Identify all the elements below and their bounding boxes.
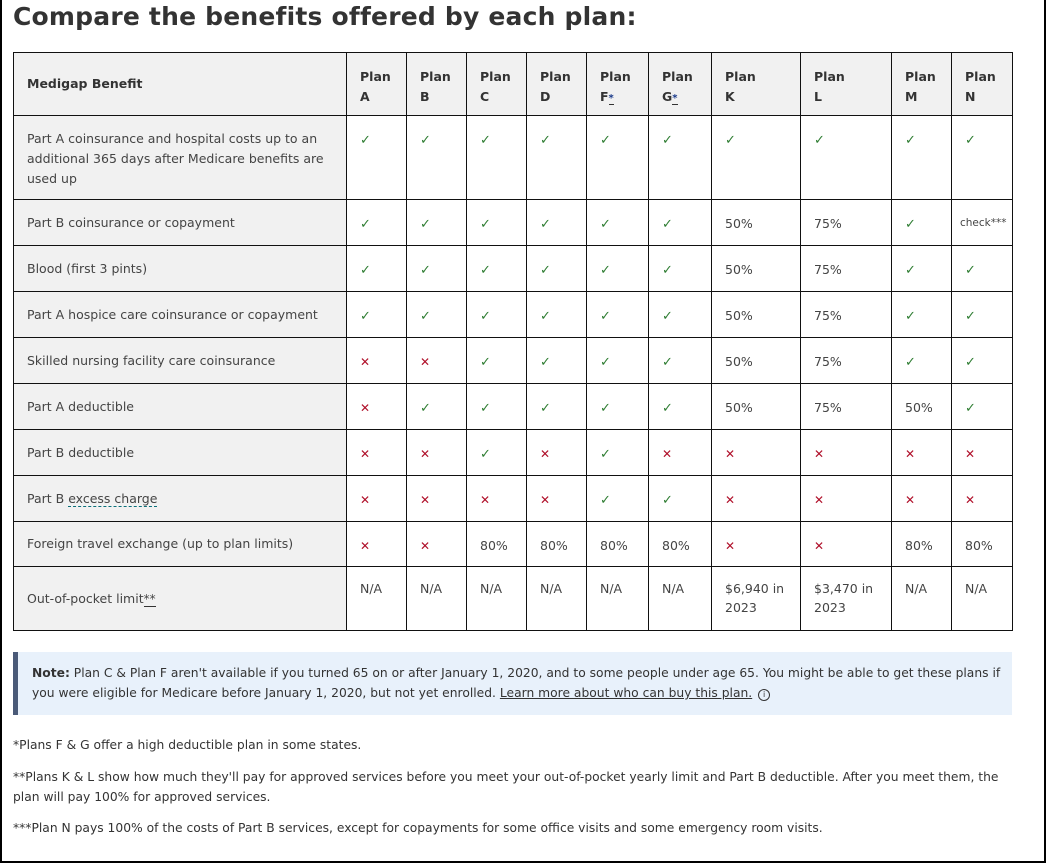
cell-plan-k (712, 522, 801, 567)
plan-word: Plan (814, 69, 845, 84)
cell-plan-k (712, 116, 801, 200)
plan-header-k (712, 53, 801, 116)
cell-plan-m (892, 246, 952, 292)
cell-plan-n (952, 430, 1013, 476)
check-icon: ✓ (420, 309, 431, 324)
cell-plan-g (649, 116, 712, 200)
cell-plan-f (587, 292, 649, 338)
check-icon: ✓ (600, 217, 611, 232)
footnote-f-g: *Plans F & G offer a high deductible plan in some states. (13, 738, 362, 752)
cell-plan-g (649, 338, 712, 384)
x-icon: ✕ (420, 539, 431, 553)
cell-plan-d (527, 200, 587, 246)
cell-plan-g: N/A (649, 567, 712, 631)
plan-word: Plan (540, 69, 571, 84)
check-icon: ✓ (420, 133, 431, 148)
check-icon: ✓ (905, 355, 916, 370)
note-text: Plan C & Plan F aren't available if you turned 65 on or after January 1, 2020, and to some people under age 65. You might be able to get these plans if you were eligible for Medicare before January 1, 2020, but not yet enrolled. (32, 666, 1001, 700)
cell-plan-m (892, 476, 952, 522)
cell-plan-n (952, 384, 1013, 430)
cell-plan-l: $3,470 in 2023 (801, 567, 892, 631)
cell-plan-f (587, 430, 649, 476)
cell-plan-n (952, 338, 1013, 384)
benefit-text: Part A coinsurance and hospital costs up to an additional 365 days after Medicare benefits are used up (27, 131, 324, 186)
benefit-label (14, 430, 347, 476)
cell-plan-k: 50% (712, 200, 801, 246)
cell-plan-d (527, 384, 587, 430)
info-icon[interactable]: i (758, 689, 770, 701)
check-icon: ✓ (540, 217, 551, 232)
plan-letter: F (600, 89, 609, 104)
benefit-label (14, 116, 347, 200)
check-icon: ✓ (540, 355, 551, 370)
cell-plan-m (892, 430, 952, 476)
benefit-label (14, 246, 347, 292)
cell-plan-b (407, 476, 467, 522)
cell-plan-f (587, 246, 649, 292)
table-row (14, 430, 1013, 476)
table-row (14, 338, 1013, 384)
check-icon: ✓ (905, 309, 916, 324)
benefit-text: Foreign travel exchange (up to plan limits) (27, 536, 294, 551)
cell-plan-k: 50% (712, 338, 801, 384)
check-with-footnote[interactable]: check*** (960, 217, 1007, 229)
benefit-label (14, 522, 347, 567)
plan-header-n (952, 53, 1013, 116)
plan-word: Plan (360, 69, 391, 84)
check-icon: ✓ (540, 133, 551, 148)
table-header-row (14, 53, 1013, 116)
plan-header-c (467, 53, 527, 116)
cell-plan-l: 75% (801, 292, 892, 338)
check-icon: ✓ (814, 133, 825, 148)
check-icon: ✓ (600, 309, 611, 324)
check-icon: ✓ (905, 133, 916, 148)
check-icon: ✓ (480, 133, 491, 148)
check-icon: ✓ (600, 263, 611, 278)
x-icon: ✕ (725, 447, 736, 461)
x-icon: ✕ (905, 493, 916, 507)
cell-plan-g (649, 200, 712, 246)
cell-plan-b (407, 116, 467, 200)
cell-plan-d: 80% (527, 522, 587, 567)
plan-header-m (892, 53, 952, 116)
x-icon: ✕ (662, 447, 673, 461)
plan-header-f (587, 53, 649, 116)
cell-plan-b (407, 200, 467, 246)
cell-plan-d: N/A (527, 567, 587, 631)
cell-plan-a (347, 200, 407, 246)
cell-plan-g (649, 246, 712, 292)
cell-plan-l (801, 476, 892, 522)
cell-plan-a (347, 246, 407, 292)
check-icon: ✓ (480, 217, 491, 232)
cell-plan-l (801, 522, 892, 567)
cell-plan-k: 50% (712, 246, 801, 292)
plan-letter: M (905, 89, 918, 104)
plan-word: Plan (662, 69, 693, 84)
plan-letter: B (420, 89, 430, 104)
learn-more-link[interactable]: Learn more about who can buy this plan. (499, 686, 753, 700)
x-icon: ✕ (360, 401, 371, 415)
cell-plan-c (467, 338, 527, 384)
benefit-text: Blood (first 3 pints) (27, 260, 148, 276)
check-icon: ✓ (725, 133, 736, 148)
x-icon: ✕ (814, 447, 825, 461)
plan-header-b (407, 53, 467, 116)
cell-plan-l: 75% (801, 200, 892, 246)
benefit-text: Part B coinsurance or copayment (27, 214, 235, 230)
cell-plan-m (892, 116, 952, 200)
plan-letter: D (540, 89, 551, 104)
table-row (14, 476, 1013, 522)
cell-plan-c (467, 292, 527, 338)
plan-word: Plan (600, 69, 631, 84)
cell-plan-g: 80% (649, 522, 712, 567)
cell-plan-a (347, 522, 407, 567)
check-icon: ✓ (600, 401, 611, 416)
plan-header-d (527, 53, 587, 116)
cell-plan-c (467, 200, 527, 246)
check-icon: ✓ (905, 263, 916, 278)
cell-plan-c (467, 476, 527, 522)
check-icon: ✓ (662, 217, 673, 232)
check-icon: ✓ (662, 493, 673, 508)
x-icon: ✕ (420, 355, 431, 369)
x-icon: ✕ (905, 447, 916, 461)
plan-letter: N (965, 89, 976, 104)
plan-header-a (347, 53, 407, 116)
plan-letter: C (480, 89, 490, 104)
benefit-label (14, 476, 347, 522)
check-icon: ✓ (480, 447, 491, 462)
cell-plan-d (527, 430, 587, 476)
check-icon: ✓ (905, 217, 916, 232)
check-icon: ✓ (965, 263, 976, 278)
cell-plan-g (649, 430, 712, 476)
cell-plan-b (407, 430, 467, 476)
x-icon: ✕ (814, 493, 825, 507)
footnote-k-l: **Plans K & L show how much they'll pay for approved services before you meet your out-of-pocket yearly limit and Part B deductible. After you meet them, the plan will pay 100% for approved services. (13, 770, 999, 804)
cell-plan-a (347, 116, 407, 200)
check-icon: ✓ (420, 217, 431, 232)
x-icon: ✕ (360, 493, 371, 507)
cell-plan-k (712, 476, 801, 522)
check-icon: ✓ (662, 355, 673, 370)
benefit-column-header: Medigap Benefit (14, 53, 347, 116)
cell-plan-a (347, 476, 407, 522)
check-icon: ✓ (360, 133, 371, 148)
check-icon: ✓ (480, 355, 491, 370)
cell-plan-k (712, 430, 801, 476)
check-icon: ✓ (480, 263, 491, 278)
check-icon: ✓ (662, 401, 673, 416)
check-icon: ✓ (600, 447, 611, 462)
check-icon: ✓ (600, 355, 611, 370)
cell-plan-f (587, 116, 649, 200)
check-icon: ✓ (420, 263, 431, 278)
cell-plan-b: N/A (407, 567, 467, 631)
check-icon: ✓ (540, 263, 551, 278)
table-row (14, 384, 1013, 430)
cell-plan-a (347, 292, 407, 338)
check-icon: ✓ (480, 309, 491, 324)
benefit-label (14, 384, 347, 430)
cell-plan-c (467, 430, 527, 476)
benefit-label (14, 200, 347, 246)
cell-plan-a (347, 384, 407, 430)
cell-plan-c (467, 246, 527, 292)
cell-plan-l: 75% (801, 338, 892, 384)
glossary-term-excess-charge[interactable]: excess charge (68, 490, 158, 506)
benefit-text[interactable]: Part B excess charge (27, 490, 158, 506)
cell-plan-n (952, 246, 1013, 292)
cell-plan-l (801, 116, 892, 200)
x-icon: ✕ (725, 539, 736, 553)
plan-word: Plan (725, 69, 756, 84)
check-icon: ✓ (662, 309, 673, 324)
benefit-text: Part A hospice care coinsurance or copayment (27, 306, 318, 322)
plan-letter: A (360, 89, 370, 104)
cell-plan-d (527, 476, 587, 522)
table-row (14, 522, 1013, 567)
cell-plan-f (587, 476, 649, 522)
cell-plan-g (649, 476, 712, 522)
footnote-n: ***Plan N pays 100% of the costs of Part B services, except for copayments for some office visits and some emergency room visits. (13, 821, 823, 835)
plan-word: Plan (905, 69, 936, 84)
cell-plan-b (407, 292, 467, 338)
cell-plan-b (407, 522, 467, 567)
table-row (14, 200, 1013, 246)
x-icon: ✕ (420, 493, 431, 507)
cell-plan-g (649, 292, 712, 338)
benefit-text: Skilled nursing facility care coinsurance (27, 352, 276, 368)
cell-plan-k: $6,940 in 2023 (712, 567, 801, 631)
cell-plan-n (952, 116, 1013, 200)
cell-plan-b (407, 384, 467, 430)
benefit-text: Part A deductible (27, 398, 135, 414)
cell-plan-c (467, 384, 527, 430)
check-icon: ✓ (360, 217, 371, 232)
cell-plan-c: 80% (467, 522, 527, 567)
cell-plan-n (952, 200, 1013, 246)
cell-plan-m: 50% (892, 384, 952, 430)
footnote-link[interactable]: ** (143, 591, 156, 606)
cell-plan-n (952, 476, 1013, 522)
note-box (13, 652, 1012, 715)
plan-word: Plan (965, 69, 996, 84)
x-icon: ✕ (540, 447, 551, 461)
plan-header-g (649, 53, 712, 116)
cell-plan-l: 75% (801, 384, 892, 430)
cell-plan-m: 80% (892, 522, 952, 567)
check-icon: ✓ (420, 401, 431, 416)
cell-plan-k: 50% (712, 384, 801, 430)
cell-plan-g (649, 384, 712, 430)
cell-plan-n (952, 292, 1013, 338)
cell-plan-f (587, 384, 649, 430)
cell-plan-f (587, 338, 649, 384)
plan-footnote-link[interactable]: * (672, 93, 678, 104)
cell-plan-b (407, 338, 467, 384)
x-icon: ✕ (360, 539, 371, 553)
cell-plan-m (892, 200, 952, 246)
benefit-label (14, 292, 347, 338)
table-row (14, 246, 1013, 292)
x-icon: ✕ (480, 493, 491, 507)
x-icon: ✕ (725, 493, 736, 507)
x-icon: ✕ (965, 447, 976, 461)
cell-plan-a (347, 338, 407, 384)
cell-plan-b (407, 246, 467, 292)
cell-plan-m: N/A (892, 567, 952, 631)
cell-plan-c (467, 116, 527, 200)
check-icon: ✓ (540, 401, 551, 416)
cell-plan-a: N/A (347, 567, 407, 631)
cell-plan-m (892, 292, 952, 338)
check-icon: ✓ (540, 309, 551, 324)
cell-plan-d (527, 116, 587, 200)
check-icon: ✓ (662, 133, 673, 148)
check-icon: ✓ (480, 401, 491, 416)
plan-comparison-table (13, 52, 1013, 631)
cell-plan-f: 80% (587, 522, 649, 567)
benefit-text: Part B deductible (27, 444, 135, 460)
x-icon: ✕ (965, 493, 976, 507)
page-title: Compare the benefits offered by each plan: (13, 2, 637, 31)
x-icon: ✕ (360, 447, 371, 461)
cell-plan-m (892, 338, 952, 384)
check-icon: ✓ (360, 309, 371, 324)
check-icon: ✓ (965, 309, 976, 324)
cell-plan-k: 50% (712, 292, 801, 338)
cell-plan-d (527, 246, 587, 292)
plan-footnote-link[interactable]: * (608, 93, 614, 104)
cell-plan-d (527, 338, 587, 384)
check-icon: ✓ (600, 133, 611, 148)
check-icon: ✓ (965, 355, 976, 370)
cell-plan-f (587, 200, 649, 246)
cell-plan-n: 80% (952, 522, 1013, 567)
table-row (14, 116, 1013, 200)
table-row (14, 567, 1013, 631)
x-icon: ✕ (360, 355, 371, 369)
plan-word: Plan (420, 69, 451, 84)
note-label: Note: (32, 666, 70, 680)
check-icon: ✓ (600, 493, 611, 508)
plan-letter: L (814, 89, 822, 104)
check-icon: ✓ (360, 263, 371, 278)
check-icon: ✓ (965, 133, 976, 148)
x-icon: ✕ (814, 539, 825, 553)
plan-word: Plan (480, 69, 511, 84)
plan-header-l (801, 53, 892, 116)
benefit-text: Out-of-pocket limit (27, 590, 144, 606)
check-icon: ✓ (965, 401, 976, 416)
cell-plan-a (347, 430, 407, 476)
x-icon: ✕ (540, 493, 551, 507)
x-icon: ✕ (420, 447, 431, 461)
cell-plan-c: N/A (467, 567, 527, 631)
check-icon: ✓ (662, 263, 673, 278)
cell-plan-d (527, 292, 587, 338)
benefit-label (14, 567, 347, 631)
plan-letter: G (662, 89, 673, 104)
table-row (14, 292, 1013, 338)
cell-plan-l (801, 430, 892, 476)
cell-plan-n: N/A (952, 567, 1013, 631)
benefit-label (14, 338, 347, 384)
plan-letter: K (725, 89, 735, 104)
cell-plan-l: 75% (801, 246, 892, 292)
cell-plan-f: N/A (587, 567, 649, 631)
